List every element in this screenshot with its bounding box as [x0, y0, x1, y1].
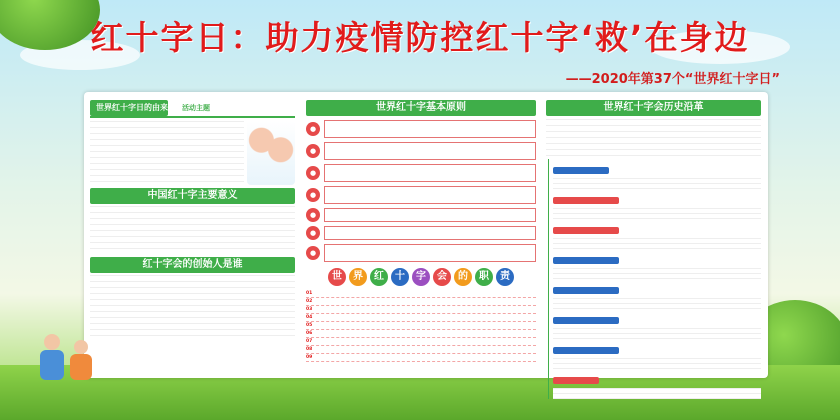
duty-item	[306, 322, 536, 330]
duty-number: 05	[306, 323, 313, 328]
principle-text	[324, 164, 536, 182]
doctor-illustration	[247, 121, 295, 185]
principle-icon: ●	[306, 246, 320, 260]
duty-item	[306, 298, 536, 306]
person-head	[74, 340, 88, 354]
duties-char: 红	[370, 268, 388, 286]
principle-text	[324, 208, 536, 222]
duty-item	[306, 290, 536, 298]
principle-item	[306, 142, 536, 160]
duty-item	[306, 338, 536, 346]
history-badge	[553, 287, 619, 294]
history-text	[553, 358, 761, 369]
history-badge	[553, 377, 599, 384]
principle-text	[324, 244, 536, 262]
duties-char: 界	[349, 268, 367, 286]
duties-char: 世	[328, 268, 346, 286]
founder-title: 红十字会的创始人是谁	[90, 257, 295, 273]
duty-number: 09	[306, 355, 313, 360]
principle-text	[324, 226, 536, 240]
history-text	[553, 178, 761, 189]
duty-item	[306, 314, 536, 322]
person-head	[44, 334, 60, 350]
left-column	[90, 100, 295, 339]
family-illustration	[36, 330, 106, 392]
duties-char: 会	[433, 268, 451, 286]
principle-item	[306, 208, 536, 222]
history-timeline	[548, 159, 761, 399]
duty-number: 07	[306, 339, 313, 344]
history-intro	[546, 119, 761, 159]
duties-char: 的	[454, 268, 472, 286]
principle-icon: ●	[306, 226, 320, 240]
history-text	[553, 388, 761, 399]
history-item	[553, 369, 761, 399]
duties-list	[306, 290, 536, 362]
principle-text	[324, 120, 536, 138]
duty-item	[306, 306, 536, 314]
history-text	[553, 268, 761, 279]
history-title: 世界红十字会历史沿革	[546, 100, 761, 116]
page-subtitle: ——2020年第37个“世界红十字日”	[565, 72, 780, 87]
principle-item	[306, 186, 536, 204]
history-item	[553, 309, 761, 339]
principle-text	[324, 142, 536, 160]
duties-char: 职	[475, 268, 493, 286]
duty-item	[306, 330, 536, 338]
principle-text	[324, 186, 536, 204]
history-badge	[553, 197, 619, 204]
principle-icon: ●	[306, 144, 320, 158]
duty-number: 03	[306, 307, 313, 312]
history-badge	[553, 227, 619, 234]
duties-char: 字	[412, 268, 430, 286]
history-item	[553, 159, 761, 189]
content-board	[84, 92, 768, 378]
history-badge	[553, 257, 619, 264]
meaning-title: 中国红十字主要意义	[90, 188, 295, 204]
duties-char: 十	[391, 268, 409, 286]
principles-title: 世界红十字基本原则	[306, 100, 536, 116]
principle-item	[306, 226, 536, 240]
duty-number: 01	[306, 291, 313, 296]
principle-icon: ●	[306, 208, 320, 222]
history-badge	[553, 317, 619, 324]
duties-char: 责	[496, 268, 514, 286]
history-text	[553, 208, 761, 219]
person-body	[70, 354, 92, 380]
person-body	[40, 350, 64, 380]
principle-icon: ●	[306, 188, 320, 202]
duty-item	[306, 354, 536, 362]
history-text	[553, 298, 761, 309]
principles-list	[306, 120, 536, 262]
duty-number: 02	[306, 299, 313, 304]
duties-title	[306, 268, 536, 286]
duty-number: 06	[306, 331, 313, 336]
history-item	[553, 189, 761, 219]
history-item	[553, 249, 761, 279]
duty-number: 04	[306, 315, 313, 320]
origin-title: 世界红十字日的由来	[90, 100, 168, 116]
meaning-text	[90, 206, 295, 254]
history-item	[553, 279, 761, 309]
history-item	[553, 339, 761, 369]
duty-item	[306, 346, 536, 354]
history-item	[553, 219, 761, 249]
history-text	[553, 238, 761, 249]
origin-text	[90, 121, 244, 185]
principle-icon: ●	[306, 122, 320, 136]
origin-tag: 活动主题	[182, 104, 210, 112]
history-badge	[553, 167, 609, 174]
history-text	[553, 328, 761, 339]
principle-item	[306, 164, 536, 182]
middle-column	[306, 100, 536, 362]
principle-item	[306, 244, 536, 262]
duty-number: 08	[306, 347, 313, 352]
principle-item	[306, 120, 536, 138]
principle-icon: ●	[306, 166, 320, 180]
page-title: 红十字日：助力疫情防控红十字‘救’在身边	[90, 18, 750, 57]
founder-text	[90, 275, 295, 339]
right-column	[546, 100, 761, 399]
history-badge	[553, 347, 619, 354]
